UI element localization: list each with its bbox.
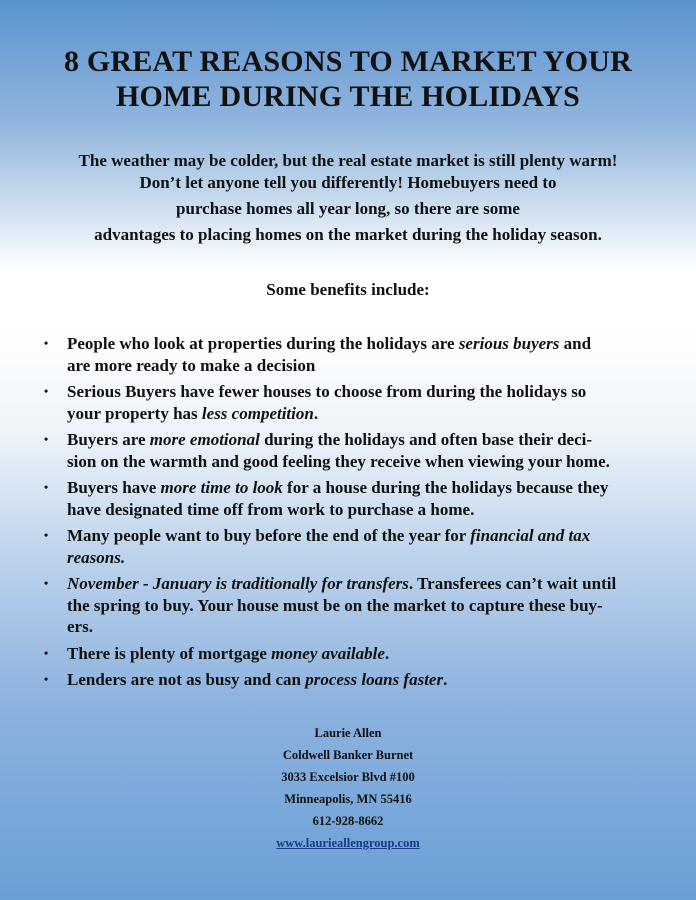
item-text: Many people want to buy before the end of the year for: [67, 526, 471, 545]
intro-line-2: Don’t let anyone tell you differently! Homebuyers need to: [139, 173, 557, 192]
item-line: sion on the warmth and good feeling they receive when viewing your home.: [67, 451, 610, 471]
bullet-icon: •: [44, 384, 49, 398]
item-text: .: [384, 643, 390, 663]
benefits-heading: Some benefits include:: [266, 280, 430, 299]
contact-name: Laurie Allen: [314, 726, 382, 740]
item-text: Buyers have: [67, 478, 161, 497]
item-emphasis: financial and tax: [470, 526, 591, 545]
item-text: . Transferees can’t wait until: [408, 574, 617, 593]
bullet-icon: •: [44, 336, 49, 350]
item-line: [67, 429, 644, 451]
item-line: the spring to buy. Your house must be on the market to capture these buy-: [67, 595, 603, 615]
item-line: are more ready to make a decision: [67, 355, 316, 375]
item-line: [67, 547, 644, 569]
list-item: [44, 477, 644, 520]
item-emphasis: more emotional: [149, 430, 260, 449]
item-line: [67, 403, 644, 425]
bullet-icon: •: [44, 480, 49, 494]
list-item: [44, 573, 644, 638]
contact-address: 3033 Excelsior Blvd #100: [281, 770, 415, 784]
item-line: [67, 643, 644, 665]
bullet-icon: •: [44, 672, 49, 686]
bullet-icon: •: [44, 576, 49, 590]
item-text: Buyers are: [67, 430, 150, 449]
bullet-icon: •: [44, 645, 49, 660]
list-item: [44, 643, 644, 665]
item-line: ers.: [67, 617, 93, 636]
item-text: Lenders are not as busy and can: [67, 670, 306, 689]
page-title: [0, 44, 696, 114]
website-link[interactable]: www.laurieallengroup.com: [276, 836, 420, 850]
list-item: [44, 525, 644, 568]
item-text: .: [443, 670, 448, 689]
item-line: have designated time off from work to purchase a home.: [67, 499, 475, 519]
item-emphasis: process loans faster: [305, 670, 444, 689]
item-emphasis: less competition: [201, 403, 314, 423]
benefits-list: [44, 333, 644, 696]
title-line-2: HOME DURING THE HOLIDAYS: [115, 80, 581, 113]
item-emphasis: money available: [271, 643, 385, 663]
intro-line-4: advantages to placing homes on the market during the holiday season.: [94, 225, 602, 244]
item-line: Serious Buyers have fewer houses to choose from during the holidays so: [67, 382, 587, 401]
item-text: your property has: [67, 403, 202, 423]
list-item: [44, 669, 644, 691]
item-emphasis: reasons.: [67, 547, 126, 567]
item-text: People who look at properties during the holidays are: [67, 334, 459, 353]
list-item: [44, 381, 644, 424]
item-text: and: [559, 334, 592, 353]
contact-city: Minneapolis, MN 55416: [284, 792, 412, 806]
item-line: [67, 477, 644, 499]
item-text: for a house during the holidays because they: [282, 478, 609, 497]
contact-phone: 612-928-8662: [312, 814, 384, 828]
item-emphasis: November - January is traditionally for transfers: [67, 574, 409, 593]
intro-paragraph: [40, 150, 656, 246]
item-emphasis: serious buyers: [458, 334, 560, 353]
list-item: [44, 333, 644, 376]
item-text: during the holidays and often base their deci-: [259, 430, 592, 449]
item-emphasis: more time to look: [160, 478, 283, 497]
item-line: [67, 573, 644, 595]
bullet-icon: •: [44, 432, 49, 446]
contact-company: Coldwell Banker Burnet: [282, 748, 414, 762]
contact-block: [0, 722, 696, 854]
title-line-1: 8 GREAT REASONS TO MARKET YOUR: [63, 45, 633, 78]
item-text: There is plenty of mortgage: [67, 643, 272, 663]
item-line: [67, 525, 644, 547]
intro-line-1: The weather may be colder, but the real estate market is still plenty warm!: [78, 151, 618, 170]
list-item: [44, 429, 644, 472]
item-line: [67, 669, 644, 691]
item-text: .: [313, 403, 319, 423]
item-line: [67, 333, 644, 355]
intro-line-3: purchase homes all year long, so there are some: [176, 199, 520, 218]
bullet-icon: •: [44, 528, 49, 542]
